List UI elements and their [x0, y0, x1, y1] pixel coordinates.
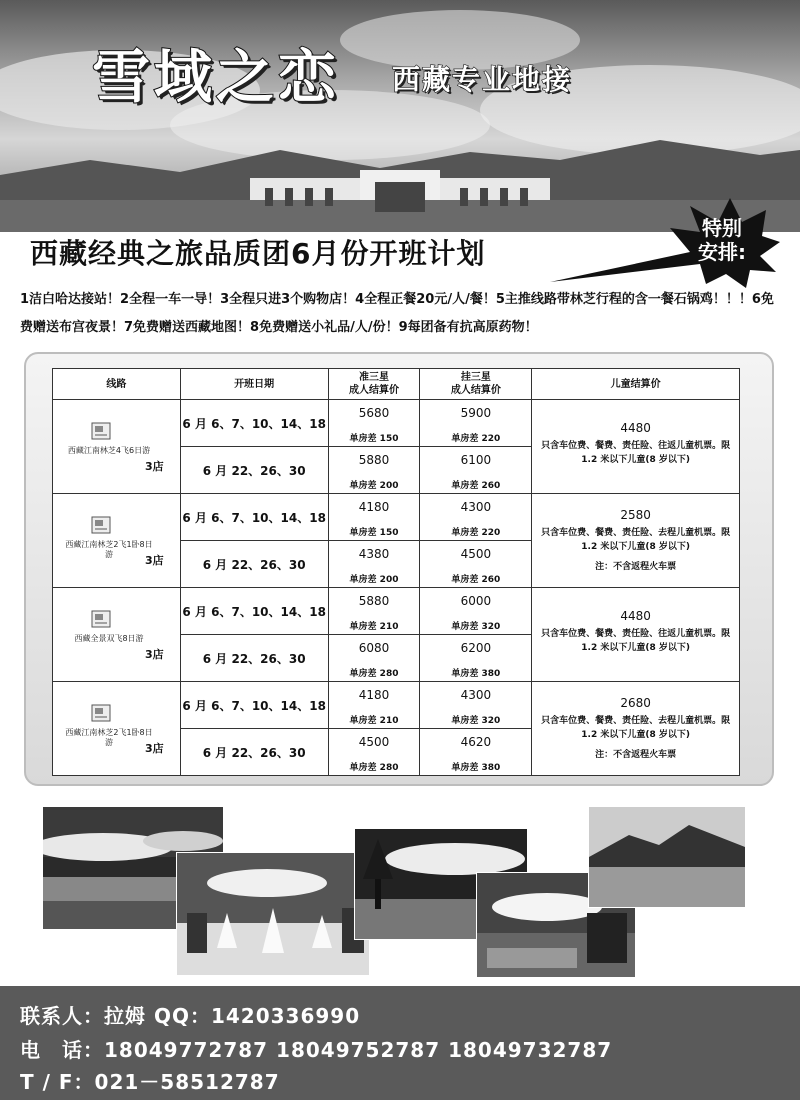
child-note: 注：不含返程火车票 [595, 749, 677, 760]
single-supplement: 单房差 220 [451, 528, 501, 538]
child-price: 2680 [620, 695, 651, 710]
tier2-price-cell [420, 447, 532, 494]
tier1-price-cell [328, 400, 420, 447]
route-stores: 3店 [145, 742, 164, 755]
single-supplement: 单房差 320 [451, 622, 501, 632]
header-child: 儿童结算价 [532, 369, 740, 400]
tier1-price-cell [328, 541, 420, 588]
brand-subtitle: 西藏专业地接 [392, 63, 573, 96]
child-note: 注：不含返程火车票 [595, 561, 677, 572]
tier2-price-cell [420, 494, 532, 541]
route-name: 西藏江南林芝2飞1卧8日游 [65, 540, 153, 559]
route-name: 西藏全景双飞8日游 [74, 634, 144, 643]
route-cell [53, 682, 181, 776]
tier2-price-cell [420, 635, 532, 682]
dates-cell: 6 月 6、7、10、14、18 [180, 682, 328, 729]
child-price: 4480 [620, 420, 651, 435]
tier2-price-cell [420, 682, 532, 729]
header-dates: 开班日期 [180, 369, 328, 400]
dates-cell: 6 月 22、26、30 [180, 541, 328, 588]
price: 5880 [358, 594, 390, 608]
tier2-price-cell [420, 400, 532, 447]
single-supplement: 单房差 280 [349, 669, 399, 679]
price: 6000 [460, 594, 492, 608]
features-list: 1洁白哈达接站！2全程一车一导！3全程只进3个购物店！4全程正餐20元/人/餐！5主推线路带林芝行程的含一餐石锅鸡！！！6免费赠送布宫夜景！7免费赠送西藏地图！8免费赠送小礼品/人/份！9每团备有抗高原药物！ [20, 292, 774, 335]
single-supplement: 单房差 320 [451, 716, 501, 726]
table-row [53, 682, 740, 729]
single-supplement: 单房差 200 [349, 481, 399, 491]
price: 4300 [460, 500, 492, 514]
single-supplement: 单房差 280 [349, 763, 399, 773]
contact-footer [0, 986, 800, 1100]
tier2-price-cell [420, 588, 532, 635]
photo-grassland [588, 806, 746, 908]
dates-cell: 6 月 6、7、10、14、18 [180, 494, 328, 541]
table-header-row [53, 369, 740, 400]
price: 6100 [460, 453, 492, 467]
dates-cell: 6 月 22、26、30 [180, 447, 328, 494]
price: 4180 [358, 500, 390, 514]
child-desc: 只含车位费、餐费、责任险、去程儿童机票。限 1.2 米以下儿童(8 岁以下) [541, 715, 731, 740]
dates-cell: 6 月 22、26、30 [180, 729, 328, 776]
route-cell [53, 494, 181, 588]
document-icon [91, 704, 113, 724]
price: 5680 [358, 406, 390, 420]
price: 4620 [460, 735, 492, 749]
price: 4380 [358, 547, 390, 561]
route-stores: 3店 [145, 648, 164, 661]
single-supplement: 单房差 220 [451, 434, 501, 444]
price: 4180 [358, 688, 390, 702]
table-row [53, 400, 740, 447]
tier1-price-cell [328, 588, 420, 635]
single-supplement: 单房差 380 [451, 763, 501, 773]
route-stores: 3店 [145, 460, 164, 473]
contact-phone: 电 话：18049772787 18049752787 18049732787 [20, 1038, 613, 1062]
single-supplement: 单房差 210 [349, 622, 399, 632]
price: 5900 [460, 406, 492, 420]
tier1-price-cell [328, 494, 420, 541]
single-supplement: 单房差 150 [349, 528, 399, 538]
route-cell [53, 400, 181, 494]
child-price: 4480 [620, 608, 651, 623]
photo-stupas [176, 852, 370, 976]
single-supplement: 单房差 380 [451, 669, 501, 679]
dates-cell: 6 月 6、7、10、14、18 [180, 588, 328, 635]
route-stores: 3店 [145, 554, 164, 567]
price: 5880 [358, 453, 390, 467]
header-tier1: 准三星 成人结算价 [328, 369, 420, 400]
single-supplement: 单房差 260 [451, 575, 501, 585]
child-price: 2580 [620, 507, 651, 522]
child-price-cell [532, 494, 740, 588]
price: 4300 [460, 688, 492, 702]
document-icon [91, 422, 113, 442]
dates-cell: 6 月 22、26、30 [180, 635, 328, 682]
document-icon [91, 610, 113, 630]
single-supplement: 单房差 210 [349, 716, 399, 726]
header-tier2: 挂三星 成人结算价 [420, 369, 532, 400]
child-price-cell [532, 682, 740, 776]
child-price-cell [532, 588, 740, 682]
route-name: 西藏江南林芝2飞1卧8日游 [65, 728, 153, 747]
document-icon [91, 516, 113, 536]
tier1-price-cell [328, 635, 420, 682]
tier2-price-cell [420, 541, 532, 588]
price: 4500 [358, 735, 390, 749]
price: 4500 [460, 547, 492, 561]
special-badge-text: 特别 安排: [698, 216, 746, 264]
tier1-price-cell [328, 729, 420, 776]
dates-cell: 6 月 6、7、10、14、18 [180, 400, 328, 447]
single-supplement: 单房差 260 [451, 481, 501, 491]
child-desc: 只含车位费、餐费、责任险、往返儿童机票。限 1.2 米以下儿童(8 岁以下) [541, 628, 731, 653]
price: 6080 [358, 641, 390, 655]
route-name: 西藏江南林芝4飞6日游 [67, 446, 151, 455]
child-price-cell [532, 400, 740, 494]
header-route: 线路 [53, 369, 181, 400]
tier1-price-cell [328, 682, 420, 729]
tier1-price-cell [328, 447, 420, 494]
schedule-table [52, 368, 740, 776]
contact-fax: T / F：021－58512787 [20, 1070, 280, 1094]
page-headline: 西藏经典之旅品质团6月份开班计划 [30, 237, 486, 270]
contact-person: 联系人：拉姆 QQ：1420336990 [20, 1004, 361, 1028]
table-row [53, 494, 740, 541]
child-desc: 只含车位费、餐费、责任险、去程儿童机票。限 1.2 米以下儿童(8 岁以下) [541, 527, 731, 552]
single-supplement: 单房差 200 [349, 575, 399, 585]
route-cell [53, 588, 181, 682]
child-desc: 只含车位费、餐费、责任险、往返儿童机票。限 1.2 米以下儿童(8 岁以下) [541, 440, 731, 465]
tier2-price-cell [420, 729, 532, 776]
single-supplement: 单房差 150 [349, 434, 399, 444]
brand-title: 雪域之恋 [92, 43, 341, 111]
table-row [53, 588, 740, 635]
price: 6200 [460, 641, 492, 655]
